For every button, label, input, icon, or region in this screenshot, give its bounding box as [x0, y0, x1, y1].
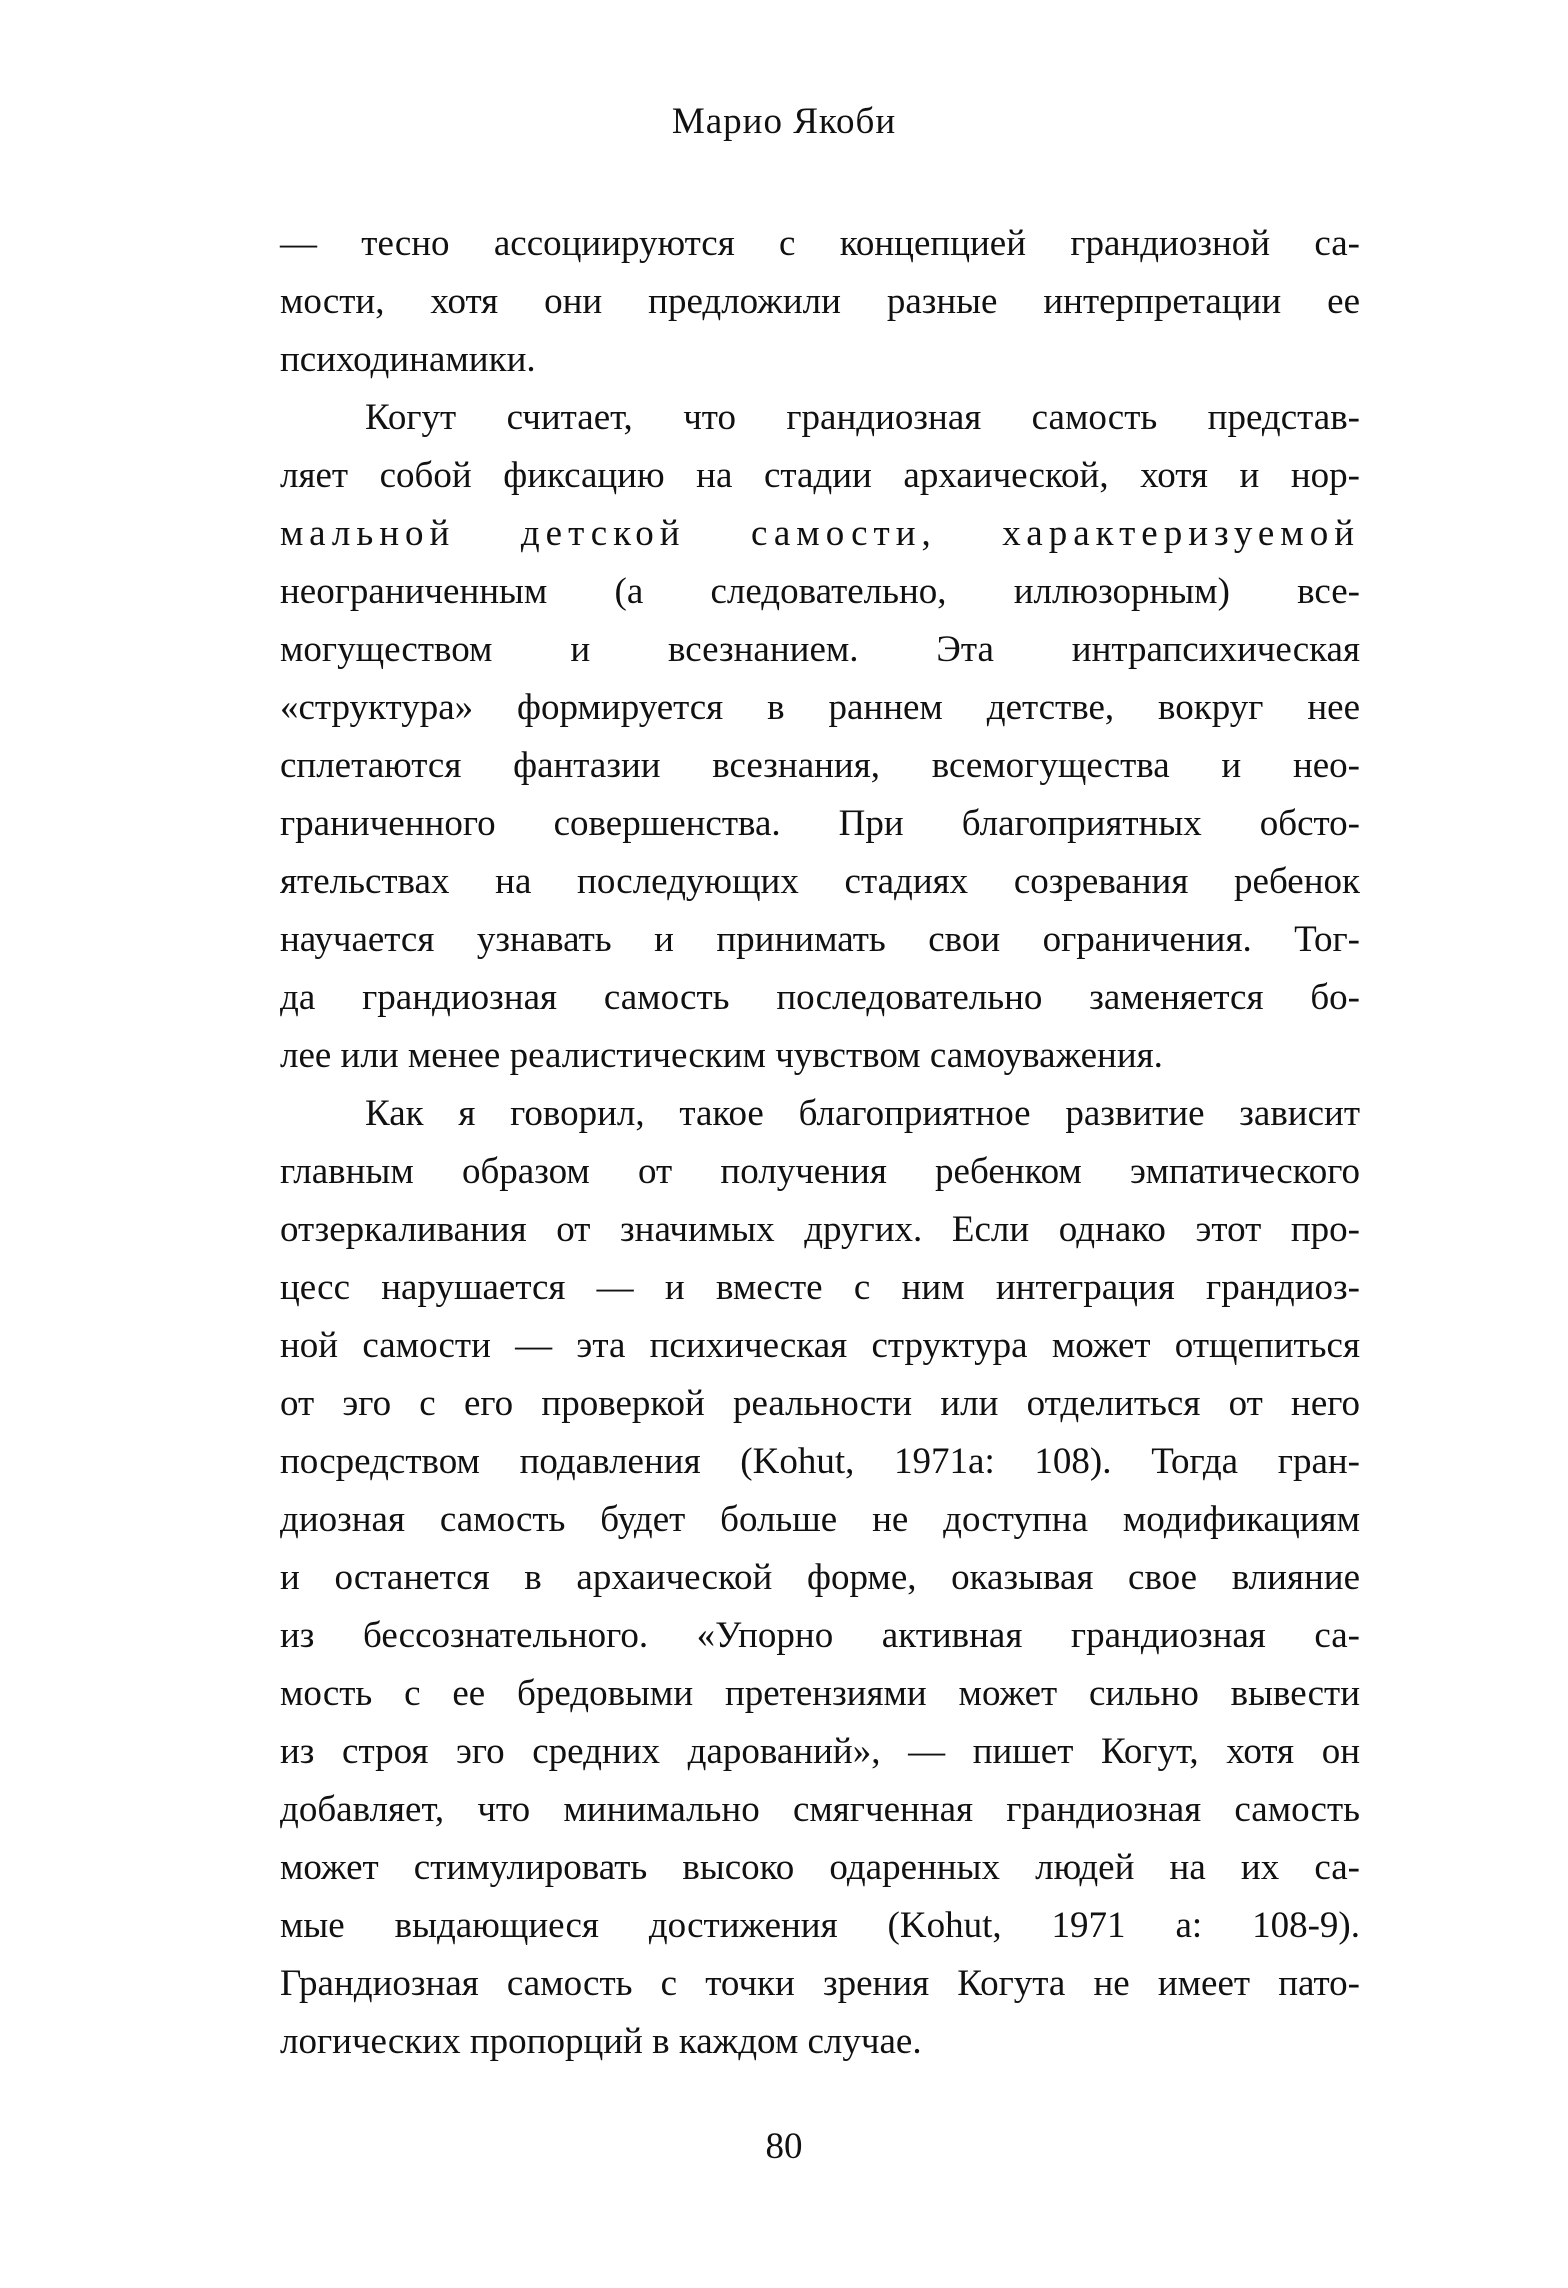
text-line: мые выдающиеся достижения (Kohut, 1971 a: 108-9).	[280, 1905, 1360, 1946]
text-line: из бессознательного. «Упорно активная грандиозная са-	[280, 1615, 1360, 1656]
text-line: да грандиозная самость последовательно заменяется бо-	[280, 977, 1360, 1018]
paragraph-3	[280, 1085, 1360, 2071]
text-line: логических пропорций в каждом случае.	[280, 2021, 922, 2062]
page-number: 80	[765, 2126, 803, 2167]
text-line: психодинамики.	[280, 339, 536, 380]
text-line: мость с ее бредовыми претензиями может сильно вывести	[280, 1673, 1360, 1714]
text-line: Когут считает, что грандиозная самость представ-	[365, 397, 1360, 438]
text-line: «структура» формируется в раннем детстве, вокруг нее	[280, 687, 1360, 728]
text-line: мальной детской самости, характеризуемой	[280, 513, 1360, 554]
text-line: сплетаются фантазии всезнания, всемогущества и нео-	[280, 745, 1360, 786]
text-line: могуществом и всезнанием. Эта интрапсихическая	[280, 629, 1360, 670]
paragraph-1	[280, 215, 1360, 389]
text-line: от эго с его проверкой реальности или отделиться от него	[280, 1383, 1360, 1424]
text-line: и останется в архаической форме, оказывая свое влияние	[280, 1557, 1360, 1598]
text-line: научается узнавать и принимать свои ограничения. Тог-	[280, 919, 1360, 960]
text-line: посредством подавления (Kohut, 1971a: 108). Тогда гран-	[280, 1441, 1360, 1482]
text-line: Как я говорил, такое благоприятное развитие зависит	[365, 1093, 1360, 1134]
text-line: ной самости — эта психическая структура может отщепиться	[280, 1325, 1360, 1366]
text-line: неограниченным (а следовательно, иллюзорным) все-	[280, 571, 1360, 612]
text-line: отзеркаливания от значимых других. Если однако этот про-	[280, 1209, 1360, 1250]
text-line: главным образом от получения ребенком эмпатического	[280, 1151, 1360, 1192]
body-text	[280, 215, 1360, 2071]
text-line: цесс нарушается — и вместе с ним интеграция грандиоз-	[280, 1267, 1360, 1308]
text-line: — тесно ассоциируются с концепцией грандиозной са-	[280, 223, 1360, 264]
text-line: граниченного совершенства. При благоприятных обсто-	[280, 803, 1360, 844]
text-line: лее или менее реалистическим чувством самоуважения.	[280, 1035, 1163, 1076]
text-line: ляет собой фиксацию на стадии архаической, хотя и нор-	[280, 455, 1360, 496]
text-line: из строя эго средних дарований», — пишет Когут, хотя он	[280, 1731, 1360, 1772]
text-line: добавляет, что минимально смягченная грандиозная самость	[280, 1789, 1360, 1830]
text-line: диозная самость будет больше не доступна модификациям	[280, 1499, 1360, 1540]
running-head: Марио Якоби	[671, 101, 897, 142]
text-line: Грандиозная самость с точки зрения Когута не имеет пато-	[280, 1963, 1360, 2004]
paragraph-2	[280, 389, 1360, 1085]
text-line: мости, хотя они предложили разные интерпретации ее	[280, 281, 1360, 322]
text-line: ятельствах на последующих стадиях созревания ребенок	[280, 861, 1360, 902]
text-line: может стимулировать высоко одаренных людей на их са-	[280, 1847, 1360, 1888]
